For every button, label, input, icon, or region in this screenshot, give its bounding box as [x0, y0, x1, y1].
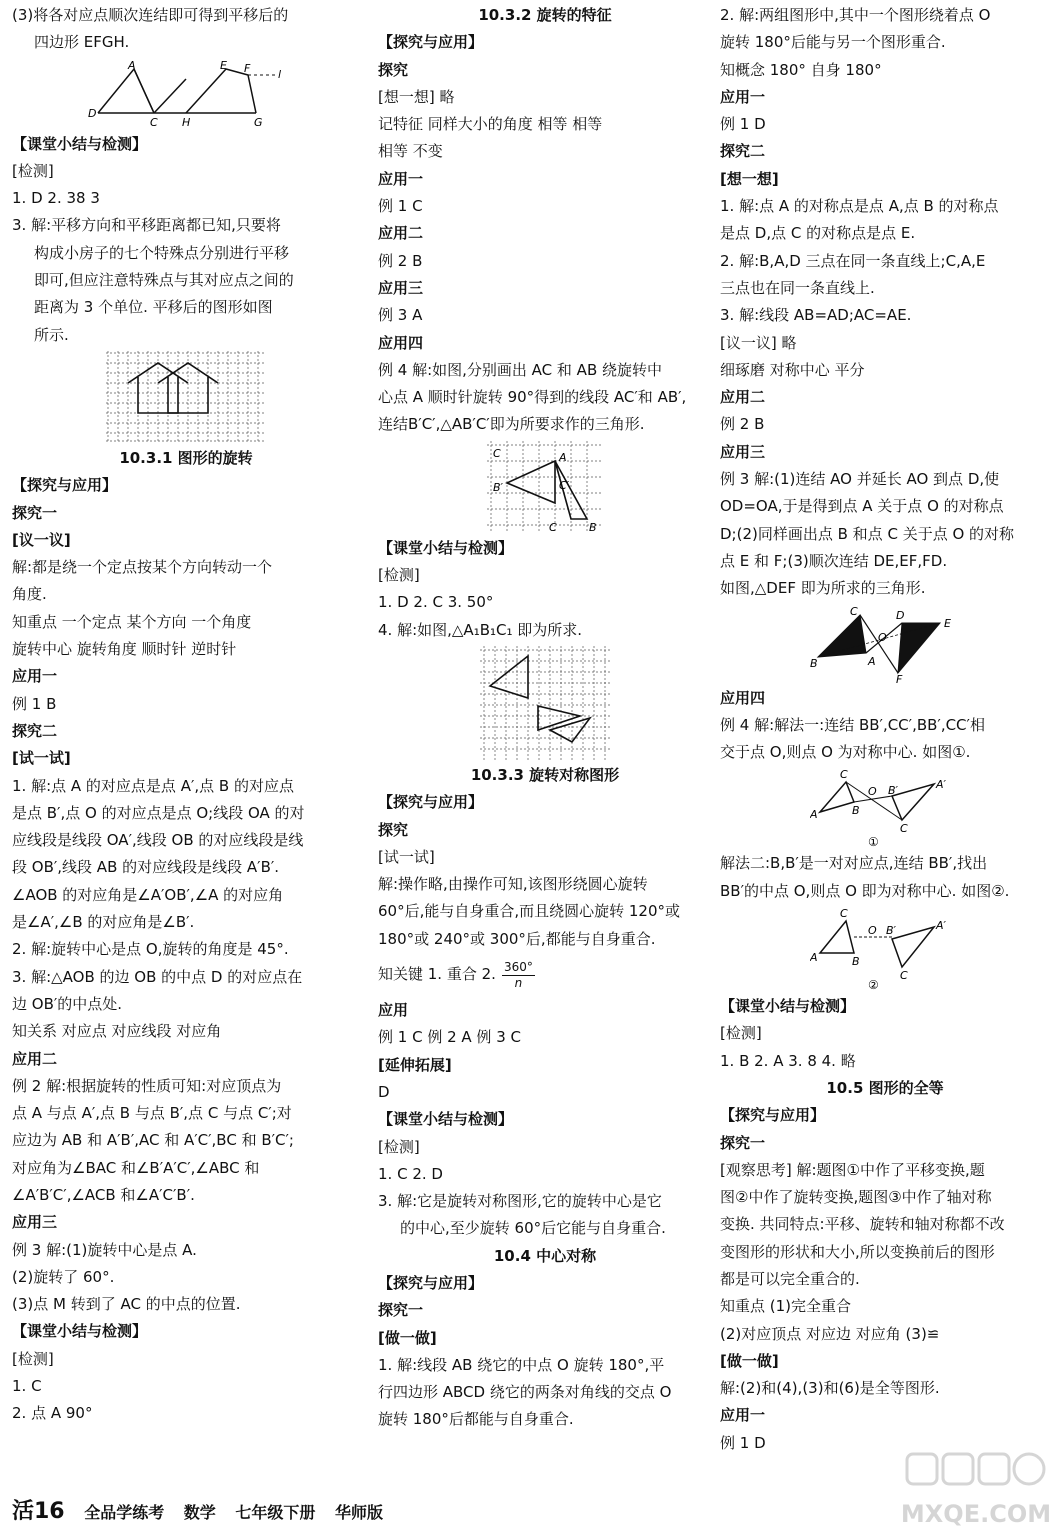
text-line: 解:操作略,由操作可知,该图形绕圆心旋转	[378, 875, 648, 894]
fig5-label: B′	[886, 924, 897, 938]
text-line: 解:都是绕一个定点按某个方向转动一个	[12, 558, 273, 577]
text-line: [做一做]	[720, 1351, 779, 1370]
text-line: 边 OB′的中点处.	[12, 994, 123, 1013]
text-line: BB′的中点 O,则点 O 即为对称中心. 如图②.	[720, 881, 1010, 900]
fig4-label: C	[900, 822, 908, 836]
fig4-caption: ①	[868, 835, 879, 849]
text-line: 应用一	[378, 169, 424, 188]
rotation-answer-figure	[480, 646, 610, 760]
text-line: 例 2 解:根据旋转的性质可知:对应顶点为	[12, 1076, 282, 1095]
watermark-text: MXQE.COM	[901, 1500, 1051, 1528]
text-line: [想一想] 略	[378, 87, 455, 106]
fig1-label: C	[150, 115, 158, 129]
text-line: 应用二	[12, 1049, 58, 1068]
fig1-label: l	[278, 67, 282, 81]
text-line: 探究一	[720, 1133, 766, 1152]
fig1-label: A	[128, 58, 136, 72]
text-line: 探究二	[12, 721, 58, 740]
section-heading: 10.5 图形的全等	[826, 1078, 944, 1097]
text-line: [检测]	[720, 1024, 762, 1043]
fig2-label: C	[549, 520, 557, 533]
text-line: 探究一	[12, 503, 58, 522]
text-line: 应用三	[12, 1213, 58, 1232]
fig2-label: C′	[559, 478, 570, 492]
text-line: 3. 解:它是旋转对称图形,它的旋转中心是它	[378, 1192, 662, 1211]
fig5-label: C	[900, 969, 908, 983]
text-line: 旋转 180°后都能与自身重合.	[378, 1410, 574, 1429]
text-line: 2. 解:旋转中心是点 O,旋转的角度是 45°.	[12, 940, 289, 959]
fig5-caption: ②	[868, 978, 879, 992]
fig3-label: A	[868, 654, 876, 668]
fig4-label: O	[868, 785, 877, 799]
col2-lines-e	[378, 1270, 712, 1434]
fig3-label: F	[896, 672, 903, 683]
text-line: 应用一	[720, 1406, 766, 1425]
fig1-label: H	[182, 115, 191, 129]
text-line: 是点 B′,点 O 的对应点是点 O;线段 OA 的对	[12, 803, 305, 822]
text-line: 180°或 240°或 300°后,都能与自身重合.	[378, 929, 656, 948]
subject: 数学	[183, 1503, 216, 1522]
text-line: 【课堂小结与检测】	[378, 538, 514, 557]
fig4-label: A′	[936, 778, 947, 792]
text-line: D	[378, 1082, 390, 1101]
text-line: [检测]	[12, 161, 54, 180]
text-line: 例 3 解:(1)旋转中心是点 A.	[12, 1240, 197, 1259]
rotation-grid-figure	[487, 441, 603, 533]
text-line: (3)点 M 转到了 AC 的中点的位置.	[12, 1295, 241, 1314]
edition: 华师版	[334, 1503, 383, 1522]
text-line: 应用四	[720, 688, 766, 707]
text-line: 是点 D,点 C 的对称点是点 E.	[720, 224, 916, 243]
grid-house-figure	[106, 351, 266, 443]
text-line: 例 3 解:(1)连结 AO 并延长 AO 到点 D,使	[720, 470, 1000, 489]
text-line: 【课堂小结与检测】	[12, 1322, 148, 1341]
text-line: 例 3 A	[378, 306, 423, 325]
col2-lines-b	[378, 535, 712, 644]
fig5-label: A	[810, 951, 818, 965]
col1-lines-b	[12, 131, 360, 349]
text-line: 都是可以完全重合的.	[720, 1269, 860, 1288]
text-line: ∠AOB 的对应角是∠A′OB′,∠A 的对应角	[12, 885, 284, 904]
fig3-label: E	[944, 616, 951, 630]
text-line: 1. C	[12, 1377, 42, 1396]
text-line: 图②中作了旋转变换,题图③中作了轴对称	[720, 1188, 992, 1207]
text-line: 例 1 C	[378, 197, 423, 216]
text-line: 应用四	[378, 333, 424, 352]
text-line: (2)对应顶点 对应边 对应角 (3)≌	[720, 1324, 940, 1343]
text-line: [观察思考] 解:题图①中作了平移变换,题	[720, 1160, 985, 1179]
text-line: 应用三	[720, 442, 766, 461]
fig3-label: D	[896, 608, 905, 622]
symmetry-center-figure-2	[810, 907, 960, 991]
text-line: 4. 解:如图,△A₁B₁C₁ 即为所求.	[378, 620, 583, 639]
book-title: 全品学练考	[84, 1503, 165, 1522]
text-line: 应用三	[378, 278, 424, 297]
fig2-label: B′	[493, 480, 504, 494]
text-line: 知重点 一个定点 某个方向 一个角度	[12, 612, 252, 631]
text-line: [检测]	[12, 1349, 54, 1368]
text-line: 即可,但应注意特殊点与其对应点之间的	[34, 271, 294, 290]
text-line: 解:(2)和(4),(3)和(6)是全等图形.	[720, 1379, 940, 1398]
text-line: 变图形的形状和大小,所以变换前后的图形	[720, 1242, 995, 1261]
text-line: 对应角为∠BAC 和∠B′A′C′,∠ABC 和	[12, 1158, 260, 1177]
column-1	[12, 2, 360, 1428]
text-line: 例 2 B	[720, 415, 765, 434]
column-3	[720, 2, 1050, 1457]
fig4-label: B	[852, 804, 860, 818]
fig5-label: A′	[936, 919, 947, 933]
text-line: 例 1 C 例 2 A 例 3 C	[378, 1028, 521, 1047]
text-line: 知概念 180° 自身 180°	[720, 60, 882, 79]
text-line: 探究一	[378, 1301, 424, 1320]
col3-lines-a	[720, 2, 1050, 603]
text-line: 四边形 EFGH.	[34, 33, 130, 52]
text-line: 【探究与应用】	[378, 1273, 484, 1292]
text-line: [议一议] 略	[720, 333, 797, 352]
text-line: 三点也在同一条直线上.	[720, 278, 875, 297]
col3-lines-e	[720, 1102, 1050, 1457]
text-line: [做一做]	[378, 1328, 437, 1347]
text-line: 角度.	[12, 585, 47, 604]
text-line: OD=OA,于是得到点 A 关于点 O 的对称点	[720, 497, 1004, 516]
text-line: [检测]	[378, 1137, 420, 1156]
text-line: [试一试]	[378, 847, 435, 866]
text-line: ∠A′B′C′,∠ACB 和∠A′C′B′.	[12, 1185, 195, 1204]
text-line: 点 E 和 F;(3)顺次连结 DE,EF,FD.	[720, 551, 948, 570]
text-line: [检测]	[378, 566, 420, 585]
text-line: [试一试]	[12, 749, 71, 768]
text-line: 3. 解:平移方向和平移距离都已知,只要将	[12, 216, 281, 235]
text-line: 例 1 D	[720, 1433, 766, 1452]
text-line: 旋转中心 旋转角度 顺时针 逆时针	[12, 640, 237, 659]
text-line: 2. 点 A 90°	[12, 1404, 93, 1423]
col1-lines-a	[12, 2, 360, 57]
text-line: 交于点 O,则点 O 为对称中心. 如图①.	[720, 743, 971, 762]
section-heading: 10.3.3 旋转对称图形	[470, 765, 620, 784]
text-line: 2. 解:B,A,D 三点在同一条直线上;C,A,E	[720, 251, 986, 270]
text-line: 【课堂小结与检测】	[720, 997, 856, 1016]
text-line: 应用二	[378, 224, 424, 243]
key-label: 知关键 1. 重合 2.	[378, 965, 496, 984]
key-formula-line	[378, 953, 712, 997]
col3-lines-c	[720, 850, 1050, 905]
fig1-label: D	[88, 106, 97, 120]
col2-lines-a	[378, 29, 712, 438]
text-line: 是∠A′,∠B 的对应角是∠B′.	[12, 913, 195, 932]
fig3-label: O	[878, 630, 887, 644]
text-line: 1. 解:线段 AB 绕它的中点 O 旋转 180°,平	[378, 1355, 665, 1374]
text-line: 1. C 2. D	[378, 1164, 443, 1183]
text-line: 知关系 对应点 对应线段 对应角	[12, 1022, 222, 1041]
text-line: 例 4 解:解法一:连结 BB′,CC′,BB′,CC′相	[720, 715, 985, 734]
text-line: 3. 解:线段 AB=AD;AC=AE.	[720, 306, 912, 325]
text-line: 解法二:B,B′是一对对应点,连结 BB′,找出	[720, 854, 988, 873]
text-line: 应用二	[720, 388, 766, 407]
grade: 七年级下册	[235, 1503, 316, 1522]
symmetry-center-figure-1	[810, 768, 960, 848]
fig4-label: A	[810, 808, 818, 822]
text-line: (2)旋转了 60°.	[12, 1267, 115, 1286]
text-line: 所示.	[34, 325, 69, 344]
text-line: 构成小房子的七个特殊点分别进行平移	[34, 243, 290, 262]
text-line: 1. D 2. C 3. 50°	[378, 593, 494, 612]
fraction-denominator: n	[514, 975, 523, 990]
text-line: 探究	[378, 820, 409, 839]
text-line: 距离为 3 个单位. 平移后的图形如图	[34, 298, 273, 317]
text-line: 应线段是线段 OA′,线段 OB 的对应线段是线	[12, 831, 304, 850]
fig2-label: C	[493, 446, 501, 460]
text-line: [想一想]	[720, 169, 779, 188]
text-line: 【探究与应用】	[378, 793, 484, 812]
text-line: 细琢磨 对称中心 平分	[720, 360, 865, 379]
text-line: [议一议]	[12, 530, 71, 549]
section-heading: 10.4 中心对称	[493, 1246, 597, 1265]
page-number: 活16	[12, 1499, 65, 1524]
text-line: 连结B′C′,△AB′C′即为所要求作的三角形.	[378, 415, 645, 434]
central-symmetry-figure	[810, 605, 960, 683]
translation-figure	[86, 59, 286, 129]
section-heading: 10.3.1 图形的旋转	[119, 448, 253, 467]
text-line: 点 A 与点 A′,点 B 与点 B′,点 C 与点 C′;对	[12, 1104, 292, 1123]
text-line: 例 1 B	[12, 694, 57, 713]
fig5-label: C	[840, 907, 848, 921]
fraction-numerator: 360°	[503, 959, 533, 974]
text-line: 【课堂小结与检测】	[12, 134, 148, 153]
text-line: 探究	[378, 60, 409, 79]
text-line: 应边为 AB 和 A′B′,AC 和 A′C′,BC 和 B′C′;	[12, 1131, 294, 1150]
text-line: 应用一	[12, 667, 58, 686]
text-line: 例 2 B	[378, 251, 423, 270]
text-line: 应用	[378, 1001, 409, 1020]
fig4-label: C	[840, 768, 848, 782]
fig1-label: F	[244, 61, 251, 75]
col3-lines-b	[720, 685, 1050, 767]
text-line: 【探究与应用】	[720, 1106, 826, 1125]
fig3-label: B	[810, 656, 818, 670]
col3-lines-d	[720, 993, 1050, 1075]
fig2-label: A	[559, 450, 567, 464]
text-line: 相等 不变	[378, 142, 443, 161]
text-line: 1. 解:点 A 的对称点是点 A,点 B 的对称点	[720, 197, 999, 216]
text-line: 应用一	[720, 87, 766, 106]
fig2-label: B	[589, 520, 597, 533]
text-line: 1. 解:点 A 的对应点是点 A′,点 B 的对应点	[12, 776, 294, 795]
text-line: 探究二	[720, 142, 766, 161]
text-line: 例 1 D	[720, 115, 766, 134]
column-2	[378, 2, 712, 1434]
text-line: (3)将各对应点顺次连结即可得到平移后的	[12, 6, 289, 24]
text-line: D;(2)同样画出点 B 和点 C 关于点 O 的对称	[720, 524, 1015, 543]
text-line: 变换. 共同特点:平移、旋转和轴对称都不改	[720, 1215, 1005, 1234]
section-heading: 10.3.2 旋转的特征	[478, 6, 612, 24]
text-line: 【探究与应用】	[378, 33, 484, 52]
col2-lines-d	[378, 997, 712, 1243]
text-line: 行四边形 ABCD 绕它的两条对角线的交点 O	[378, 1383, 672, 1402]
text-line: 3. 解:△AOB 的边 OB 的中点 D 的对应点在	[12, 967, 303, 986]
text-line: 【探究与应用】	[12, 476, 118, 495]
fig5-label: B	[852, 955, 860, 969]
text-line: [延伸拓展]	[378, 1055, 452, 1074]
text-line: 1. B 2. A 3. 8 4. 略	[720, 1051, 856, 1070]
text-line: 【课堂小结与检测】	[378, 1110, 514, 1129]
text-line: 心点 A 顺时针旋转 90°得到的线段 AC′和 AB′,	[378, 388, 687, 407]
fig1-label: G	[254, 115, 263, 129]
text-line: 段 OB′,线段 AB 的对应线段是线段 A′B′.	[12, 858, 280, 877]
text-line: 60°后,能与自身重合,而且绕圆心旋转 120°或	[378, 902, 681, 921]
text-line: 旋转 180°后能与另一个图形重合.	[720, 33, 946, 52]
text-line: 知重点 (1)完全重合	[720, 1297, 852, 1316]
text-line: 1. D 2. 38 3	[12, 189, 100, 208]
text-line: 2. 解:两组图形中,其中一个图形绕着点 O	[720, 6, 991, 24]
col2-lines-c	[378, 789, 712, 953]
fig1-label: E	[220, 58, 227, 72]
fraction	[502, 960, 535, 991]
text-line: 的中心,至少旋转 60°后它能与自身重合.	[400, 1219, 666, 1238]
fig5-label: O	[868, 924, 877, 938]
page-footer	[12, 1494, 397, 1525]
text-line: 例 4 解:如图,分别画出 AC 和 AB 绕旋转中	[378, 360, 662, 379]
col1-lines-c	[12, 472, 360, 1427]
text-line: 记特征 同样大小的角度 相等 相等	[378, 115, 603, 134]
fig4-label: B′	[888, 784, 899, 798]
watermark-logo	[901, 1450, 1051, 1532]
text-line: 如图,△DEF 即为所求的三角形.	[720, 579, 926, 598]
fig3-label: C	[850, 604, 858, 618]
